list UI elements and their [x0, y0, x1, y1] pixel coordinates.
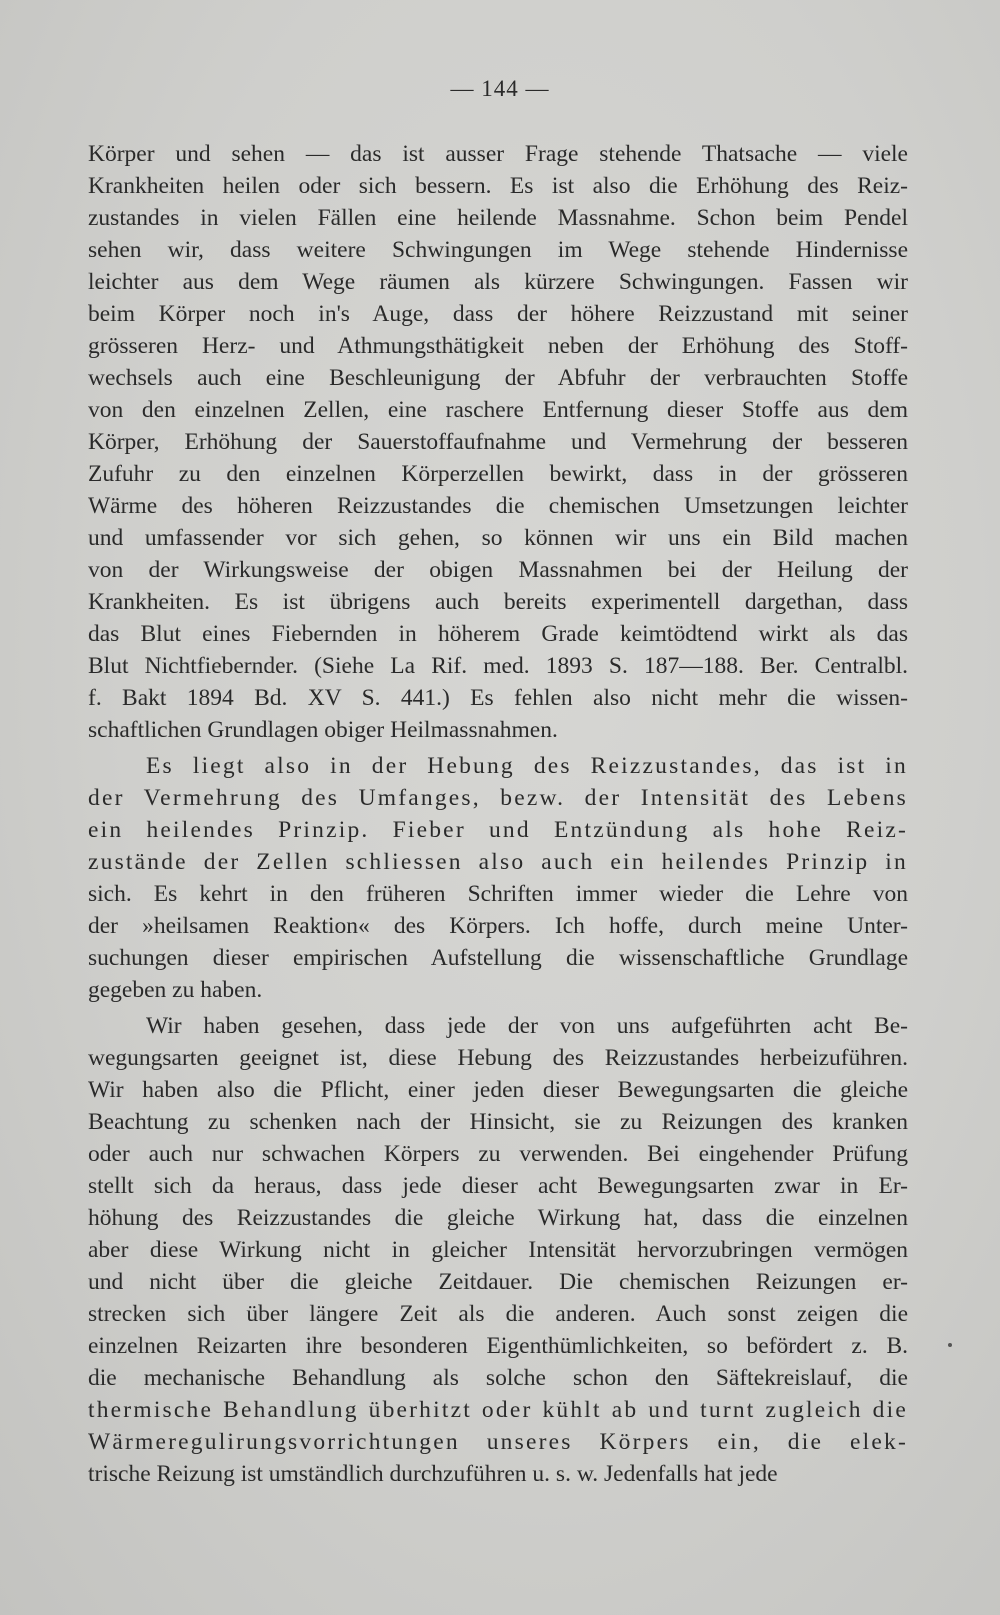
text-line: Beachtung zu schenken nach der Hinsicht, sie zu Reizungen des kranken	[88, 1109, 908, 1135]
text-line: oder auch nur schwachen Körpers zu verwenden. Bei eingehender Prüfung	[88, 1141, 908, 1167]
text-line: trische Reizung ist umständlich durchzuführen u. s. w. Jedenfalls hat jede	[88, 1461, 778, 1487]
text-line: sich. Es kehrt in den früheren Schriften immer wieder die Lehre von	[88, 881, 908, 907]
text-line: Blut Nichtfiebernder. (Siehe La Rif. med. 1893 S. 187—188. Ber. Centralbl.	[88, 653, 908, 679]
text-line: und umfassender vor sich gehen, so können wir uns ein Bild machen	[88, 525, 908, 551]
paragraph-3	[88, 1010, 908, 1490]
text-line: wechsels auch eine Beschleunigung der Abfuhr der verbrauchten Stoffe	[88, 365, 908, 391]
text-line: wegungsarten geeignet ist, diese Hebung des Reizzustandes herbeizuführen.	[88, 1045, 908, 1071]
text-line: schaftlichen Grundlagen obiger Heilmassnahmen.	[88, 717, 558, 743]
text-line: sehen wir, dass weitere Schwingungen im Wege stehende Hindernisse	[88, 237, 908, 263]
text-line: stellt sich da heraus, dass jede dieser acht Bewegungsarten zwar in Er-	[88, 1173, 908, 1199]
text-line: ein heilendes Prinzip. Fieber und Entzündung als hohe Reiz-	[88, 817, 908, 843]
text-line: Wir haben gesehen, dass jede der von uns aufgeführten acht Be-	[146, 1013, 908, 1039]
text-line: das Blut eines Fiebernden in höherem Grade keimtödtend wirkt als das	[88, 621, 908, 647]
text-line: Es liegt also in der Hebung des Reizzustandes, das ist in	[146, 753, 908, 779]
paragraph-1	[88, 138, 908, 746]
text-line: f. Bakt 1894 Bd. XV S. 441.) Es fehlen also nicht mehr die wissen-	[88, 685, 908, 711]
text-line: Wärmeregulirungsvorrichtungen unseres Körpers ein, die elek-	[88, 1429, 908, 1455]
text-line: gegeben zu haben.	[88, 977, 263, 1003]
text-line: von den einzelnen Zellen, eine raschere Entfernung dieser Stoffe aus dem	[88, 397, 908, 423]
paragraph-2	[88, 750, 908, 1006]
text-line: einzelnen Reizarten ihre besonderen Eigenthümlichkeiten, so befördert z. B.	[88, 1333, 908, 1359]
text-line: höhung des Reizzustandes die gleiche Wirkung hat, dass die einzelnen	[88, 1205, 908, 1231]
text-line: die mechanische Behandlung als solche schon den Säftekreislauf, die	[88, 1365, 908, 1391]
text-line: beim Körper noch in's Auge, dass der höhere Reizzustand mit seiner	[88, 301, 908, 327]
text-line: Wir haben also die Pflicht, einer jeden dieser Bewegungsarten die gleiche	[88, 1077, 908, 1103]
text-line: Körper, Erhöhung der Sauerstoffaufnahme und Vermehrung der besseren	[88, 429, 908, 455]
text-line: von der Wirkungsweise der obigen Massnahmen bei der Heilung der	[88, 557, 908, 583]
text-line: der Vermehrung des Umfanges, bezw. der Intensität des Lebens	[88, 785, 908, 811]
text-line: thermische Behandlung überhitzt oder kühlt ab und turnt zugleich die	[88, 1397, 908, 1423]
text-line: leichter aus dem Wege räumen als kürzere Schwingungen. Fassen wir	[88, 269, 908, 295]
text-line: suchungen dieser empirischen Aufstellung die wissenschaftliche Grundlage	[88, 945, 908, 971]
text-line: zustandes in vielen Fällen eine heilende Massnahme. Schon beim Pendel	[88, 205, 908, 231]
text-line: Krankheiten. Es ist übrigens auch bereits experimentell dargethan, dass	[88, 589, 908, 615]
text-line: Zufuhr zu den einzelnen Körperzellen bewirkt, dass in der grösseren	[88, 461, 908, 487]
paper-speck	[948, 1343, 952, 1347]
text-line: grösseren Herz- und Athmungsthätigkeit neben der Erhöhung des Stoff-	[88, 333, 908, 359]
text-line: aber diese Wirkung nicht in gleicher Intensität hervorzubringen vermögen	[88, 1237, 908, 1263]
page-number: — 144 —	[450, 76, 550, 101]
text-line: strecken sich über längere Zeit als die anderen. Auch sonst zeigen die	[88, 1301, 908, 1327]
body-text	[88, 138, 908, 1490]
text-line: Krankheiten heilen oder sich bessern. Es ist also die Erhöhung des Reiz-	[88, 173, 908, 199]
text-line: Wärme des höheren Reizzustandes die chemischen Umsetzungen leichter	[88, 493, 908, 519]
text-line: Körper und sehen — das ist ausser Frage stehende Thatsache — viele	[88, 141, 908, 167]
text-line: und nicht über die gleiche Zeitdauer. Die chemischen Reizungen er-	[88, 1269, 908, 1295]
text-line: zustände der Zellen schliessen also auch ein heilendes Prinzip in	[88, 849, 908, 875]
text-line: der »heilsamen Reaktion« des Körpers. Ich hoffe, durch meine Unter-	[88, 913, 908, 939]
